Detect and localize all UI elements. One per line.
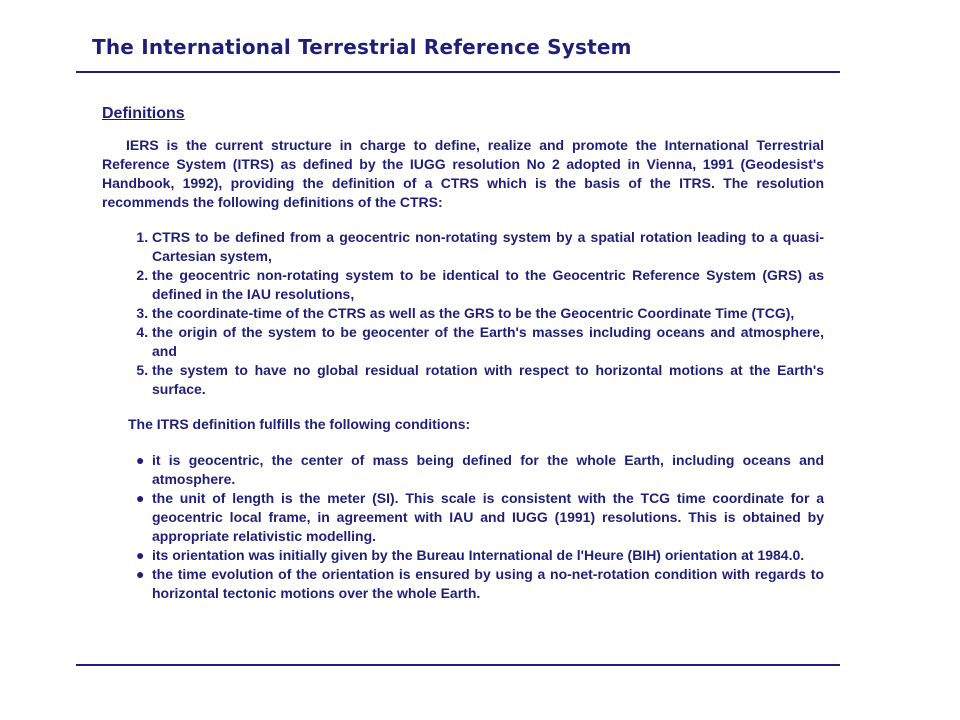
condition-item (136, 451, 824, 489)
slide-content (102, 104, 824, 603)
conditions-intro: The ITRS definition fulfills the following conditions: (128, 416, 471, 432)
definition-item: 2. the geocentric non-rotating system to be identical to the Geocentric Reference System (GRS) as defined in the IAU resolutions, (152, 266, 824, 304)
definition-item: 1. CTRS to be defined from a geocentric non-rotating system by a spatial rotation leading to a quasi-Cartesian system, (152, 228, 824, 266)
bullet-icon: ● (136, 452, 145, 468)
definition-item: 5. the system to have no global residual rotation with respect to horizontal motions at the Earth's surface. (152, 361, 824, 399)
intro-paragraph: IERS is the current structure in charge to define, realize and promote the International Terrestrial Reference System (ITRS) as defined by the IUGG resolution No 2 adopted in Vienna, 1991 (Geodesist's Handbook, 1992), providing the definition of a CTRS which is the basis of the ITRS. The resolution recommends the following definitions of the CTRS: (102, 137, 824, 210)
condition-text: it is geocentric, the center of mass being defined for the whole Earth, including oceans and atmosphere. (152, 452, 824, 487)
condition-item (136, 489, 824, 546)
condition-text: the time evolution of the orientation is ensured by using a no-net-rotation condition with regards to horizontal tectonic motions over the whole Earth. (152, 566, 824, 601)
condition-item (136, 565, 824, 603)
definitions-list (102, 228, 824, 399)
bullet-icon: ● (136, 547, 145, 563)
page-title: The International Terrestrial Reference System (92, 35, 632, 59)
top-divider (76, 71, 840, 73)
condition-item (136, 546, 824, 565)
bottom-divider (76, 664, 840, 666)
conditions-list (102, 451, 824, 603)
condition-text: its orientation was initially given by the Bureau International de l'Heure (BIH) orientation at 1984.0. (152, 547, 805, 563)
definition-item: 4. the origin of the system to be geocenter of the Earth's masses including oceans and atmosphere, and (152, 323, 824, 361)
condition-text: the unit of length is the meter (SI). This scale is consistent with the TCG time coordinate for a geocentric local frame, in agreement with IAU and IUGG (1991) resolutions. This is obtained by appropriate relativistic modelling. (152, 490, 824, 544)
bullet-icon: ● (136, 490, 145, 506)
bullet-icon: ● (136, 566, 145, 582)
definition-item: 3. the coordinate-time of the CTRS as well as the GRS to be the Geocentric Coordinate Time (TCG), (152, 304, 824, 323)
section-heading: Definitions (102, 105, 185, 122)
